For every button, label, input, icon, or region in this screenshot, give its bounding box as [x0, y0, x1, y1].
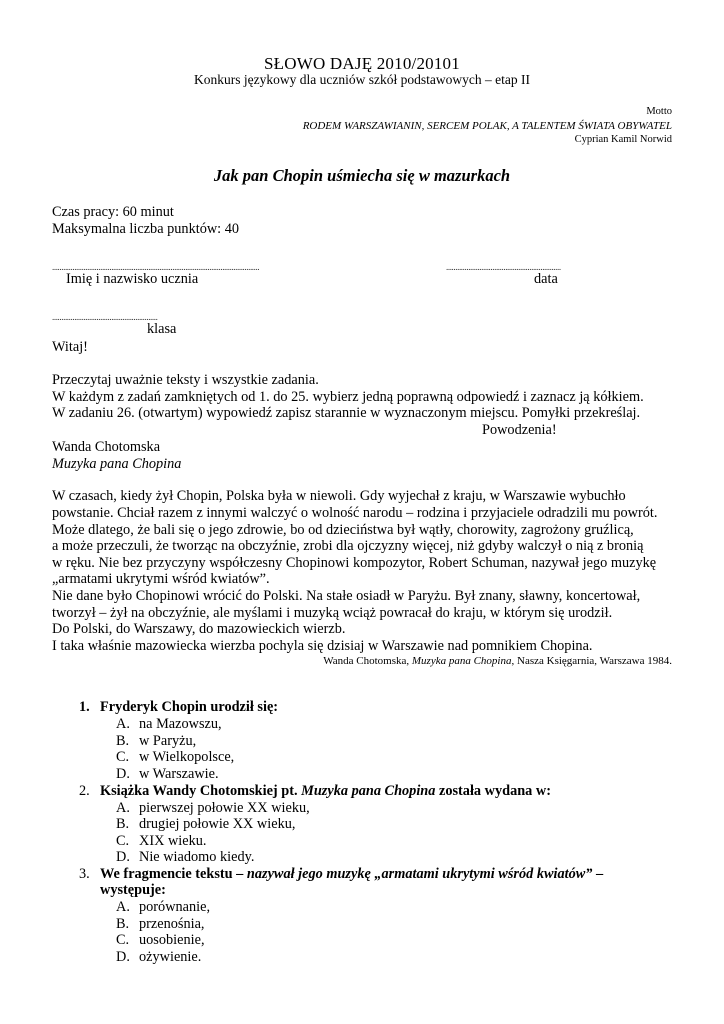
- motto-label: Motto: [646, 106, 672, 117]
- answer-option[interactable]: C. uosobienie,: [116, 932, 205, 948]
- contest-subtitle: Konkurs językowy dla uczniów szkół podstawowych – etap II: [194, 72, 530, 87]
- greeting: Witaj!: [52, 339, 88, 355]
- passage-line: tworzył – żył na obczyźnie, ale myślami i muzyką wciąż powracał do kraju, w którym się urodził.: [52, 605, 613, 621]
- answer-option[interactable]: A. pierwszej połowie XX wieku,: [116, 800, 310, 816]
- passage-line: Do Polski, do Warszawy, do mazowieckich wierzb.: [52, 621, 346, 637]
- answer-option[interactable]: B. drugiej połowie XX wieku,: [116, 816, 296, 832]
- contest-title: SŁOWO DAJĘ 2010/20101: [264, 54, 460, 73]
- question-text: We fragmencie tekstu – nazywał jego muzykę „armatami ukrytymi wśród kwiatów” –: [100, 866, 604, 882]
- question-text: Książka Wandy Chotomskiej pt. Muzyka pana Chopina została wydana w:: [100, 783, 551, 799]
- instruction-line: Przeczytaj uważnie teksty i wszystkie zadania.: [52, 372, 319, 388]
- motto-text: RODEM WARSZAWIANIN, SERCEM POLAK, A TALENTEM ŚWIATA OBYWATEL: [302, 120, 672, 132]
- main-heading: Jak pan Chopin uśmiecha się w mazurkach: [213, 166, 511, 185]
- instruction-line: W każdym z zadań zamkniętych od 1. do 25. wybierz jedną poprawną odpowiedź i zaznacz ją kółkiem.: [52, 389, 644, 405]
- answer-option[interactable]: C. XIX wieku.: [116, 833, 207, 849]
- answer-option[interactable]: B. przenośnia,: [116, 916, 205, 932]
- passage-line: a może przeczuli, że tworząc na obczyźnie, zrobi dla ojczyzny więcej, niż gdyby walczył o nią z bronią: [52, 538, 644, 554]
- question-number: 2.: [79, 783, 90, 799]
- class-field-label: klasa: [147, 321, 177, 337]
- date-field-label: data: [534, 271, 558, 287]
- passage-line: W czasach, kiedy żył Chopin, Polska była w niewoli. Gdy wyjechał z kraju, w Warszawie wybuchło: [52, 488, 626, 504]
- answer-option[interactable]: D. ożywienie.: [116, 949, 202, 965]
- answer-option[interactable]: D. Nie wiadomo kiedy.: [116, 849, 255, 865]
- motto-author: Cyprian Kamil Norwid: [574, 134, 672, 145]
- time-info: Czas pracy: 60 minut: [52, 204, 174, 220]
- source-author: Wanda Chotomska: [52, 439, 161, 455]
- passage-line: Nie dane było Chopinowi wrócić do Polski. Na stałe osiadł w Paryżu. Był znany, sławny, koncertował,: [52, 588, 641, 604]
- answer-option[interactable]: B. w Paryżu,: [116, 733, 197, 749]
- citation: Wanda Chotomska, Muzyka pana Chopina, Nasza Księgarnia, Warszawa 1984.: [323, 655, 672, 667]
- name-field-line[interactable]: ................................................................................................................: [52, 262, 260, 272]
- question-text-continued: występuje:: [100, 882, 166, 898]
- passage-line: powstanie. Chciał razem z innymi walczyć o wolność narodu – rodzina i przyjaciele odradzili mu powrót.: [52, 505, 658, 521]
- passage-line: I taka właśnie mazowiecka wierzba pochyla się dzisiaj w Warszawie nad pomnikiem Chopina.: [52, 638, 593, 654]
- points-info: Maksymalna liczba punktów: 40: [52, 221, 240, 237]
- question-number: 1.: [79, 699, 90, 715]
- answer-option[interactable]: D. w Warszawie.: [116, 766, 219, 782]
- question-number: 3.: [79, 866, 90, 882]
- passage-line: Może dlatego, że bali się o jego zdrowie, bo od dzieciństwa był wątły, chorowity, zagrożony gruźlicą,: [52, 522, 634, 538]
- date-field-line[interactable]: ..............................................................: [446, 262, 561, 272]
- name-field-label: Imię i nazwisko ucznia: [66, 271, 199, 287]
- instruction-line: W zadaniu 26. (otwartym) wypowiedź zapisz starannie w wyznaczonym miejscu. Pomyłki przekreślaj.: [52, 405, 641, 421]
- class-field-line[interactable]: .........................................................: [52, 312, 158, 322]
- answer-option[interactable]: A. na Mazowszu,: [116, 716, 222, 732]
- good-luck: Powodzenia!: [482, 422, 557, 438]
- answer-option[interactable]: A. porównanie,: [116, 899, 211, 915]
- question-text: Fryderyk Chopin urodził się:: [100, 699, 279, 715]
- passage-line: w ręku. Nie bez przyczyny współczesny Chopinowi kompozytor, Robert Schuman, nazywał jego muzykę: [52, 555, 657, 571]
- answer-option[interactable]: C. w Wielkopolsce,: [116, 749, 235, 765]
- passage-line: „armatami ukrytymi wśród kwiatów”.: [52, 571, 270, 587]
- source-title: Muzyka pana Chopina: [52, 456, 182, 472]
